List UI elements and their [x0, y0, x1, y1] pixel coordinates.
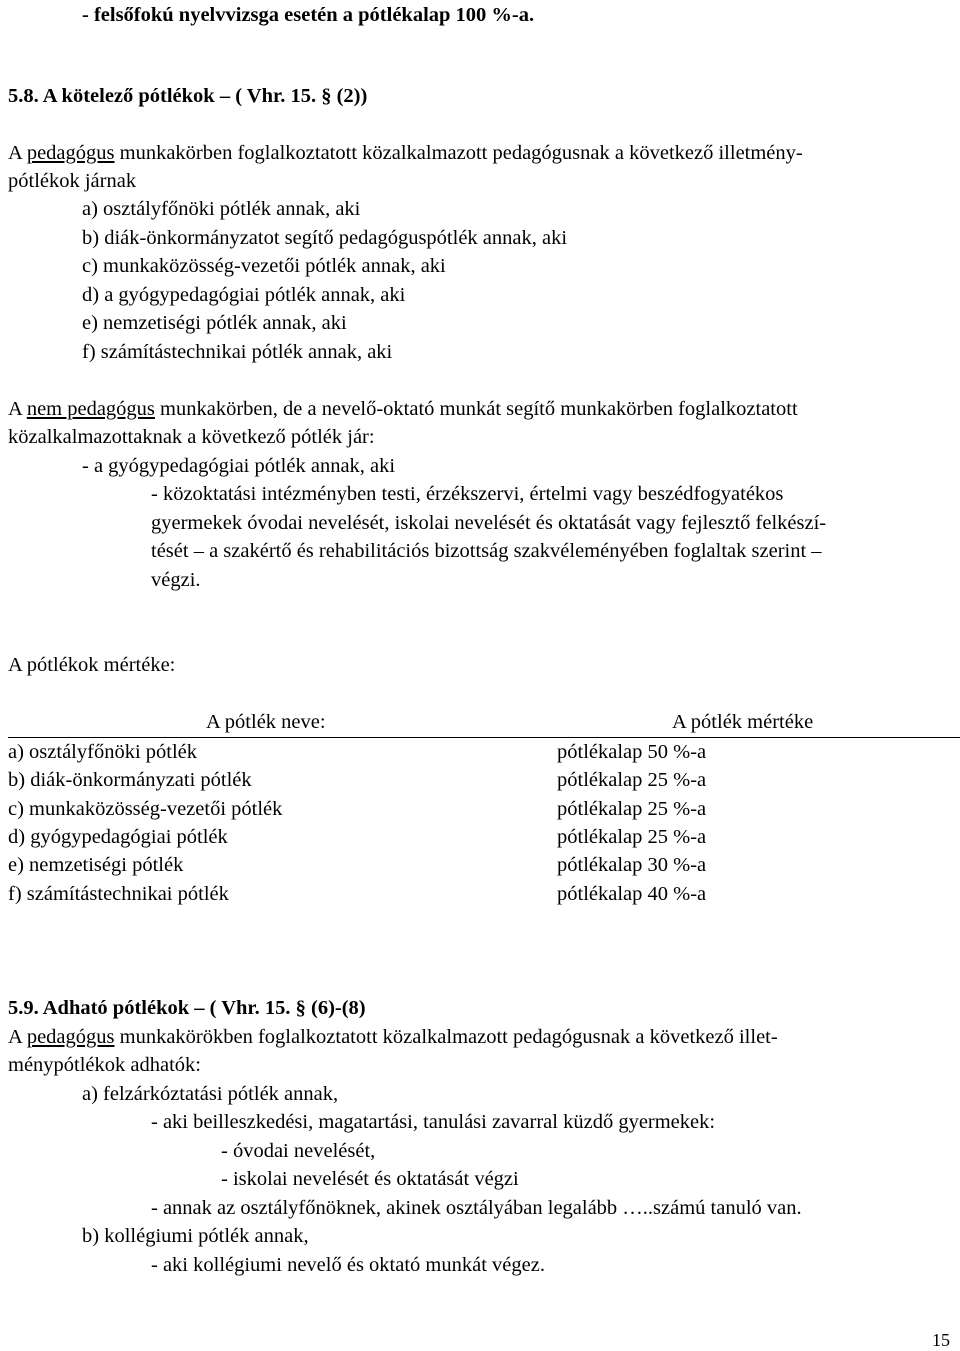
list-item-b: b) diák-önkormányzatot segítő pedagóguspótlék annak, aki	[82, 227, 568, 249]
paragraph-2-line-2: közalkalmazottaknak a következő pótlék jár:	[8, 426, 375, 448]
paragraph-2-rest: munkakörben, de a nevelő-oktató munkát segítő munkakörben foglalkoztatott	[154, 398, 798, 420]
section-5-9-heading: 5.9. Adható pótlékok – ( Vhr. 15. § (6)-(8)	[8, 997, 366, 1019]
rates-header-divider	[8, 737, 960, 738]
rates-header-rate: A pótlék mértéke	[672, 711, 814, 733]
list-item-e: e) nemzetiségi pótlék annak, aki	[82, 312, 347, 334]
intro-line: - felsőfokú nyelvvizsga esetén a pótlékalap 100 %-a.	[82, 4, 535, 26]
rates-row-rate: pótlékalap 40 %-a	[557, 883, 707, 905]
rates-row-rate: pótlékalap 50 %-a	[557, 741, 707, 763]
rates-row-rate: pótlékalap 25 %-a	[557, 826, 707, 848]
rates-header-name: A pótlék neve:	[206, 711, 326, 733]
section-5-8-heading: 5.8. A kötelező pótlékok – ( Vhr. 15. § (2))	[8, 85, 368, 107]
paragraph-1-rest: munkakörben foglalkoztatott közalkalmazott pedagógusnak a következő illetmény-	[114, 142, 803, 164]
paragraph-1-prefix: A	[8, 142, 27, 164]
paragraph-1-line-1	[8, 141, 803, 165]
nem-pedagogus-link[interactable]: nem pedagógus	[26, 398, 155, 420]
paragraph-2-prefix: A	[8, 398, 27, 420]
list-item-a: a) osztályfőnöki pótlék annak, aki	[82, 198, 361, 220]
list-item-d: d) a gyógypedagógiai pótlék annak, aki	[82, 284, 406, 306]
pedagogus-link[interactable]: pedagógus	[26, 142, 115, 164]
page-number: 15	[932, 1330, 950, 1350]
pedagogus-link[interactable]: pedagógus	[26, 1026, 115, 1048]
rates-row-name: e) nemzetiségi pótlék	[8, 854, 184, 876]
list-item-a: a) felzárkóztatási pótlék annak,	[82, 1083, 339, 1105]
rates-row-name: a) osztályfőnöki pótlék	[8, 741, 198, 763]
paragraph-2-line-1	[8, 397, 798, 421]
rates-row-rate: pótlékalap 25 %-a	[557, 798, 707, 820]
list-item-f: f) számítástechnikai pótlék annak, aki	[82, 341, 393, 363]
sub-item: - aki beilleszkedési, magatartási, tanulási zavarral küzdő gyermekek:	[151, 1111, 716, 1133]
rates-row-rate: pótlékalap 25 %-a	[557, 769, 707, 791]
sub-sub-item: - óvodai nevelését,	[221, 1140, 376, 1162]
rates-row-name: d) gyógypedagógiai pótlék	[8, 826, 228, 848]
sub-item: - aki kollégiumi nevelő és oktató munkát végez.	[151, 1254, 545, 1276]
rates-row-rate: pótlékalap 30 %-a	[557, 854, 707, 876]
sub-item: - annak az osztályfőnöknek, akinek osztályában legalább …..számú tanuló van.	[151, 1197, 802, 1219]
sub-line-1: - közoktatási intézményben testi, érzékszervi, értelmi vagy beszédfogyatékos	[151, 483, 784, 505]
paragraph-3-prefix: A	[8, 1026, 27, 1048]
rates-row-name: f) számítástechnikai pótlék	[8, 883, 229, 905]
sub-line-3: tését – a szakértő és rehabilitációs bizottság szakvéleményében foglaltak szerint –	[151, 540, 822, 562]
paragraph-3-line-1	[8, 1025, 778, 1049]
sub-sub-item: - iskolai nevelését és oktatását végzi	[221, 1168, 519, 1190]
paragraph-3-rest: munkakörökben foglalkoztatott közalkalmazott pedagógusnak a következő illet-	[114, 1026, 778, 1048]
paragraph-1-line-2: pótlékok járnak	[8, 170, 137, 192]
paragraph-2-item: - a gyógypedagógiai pótlék annak, aki	[82, 455, 396, 477]
paragraph-3-line-2: ménypótlékok adhatók:	[8, 1054, 201, 1076]
rates-row-name: c) munkaközösség-vezetői pótlék	[8, 798, 283, 820]
list-item-b: b) kollégiumi pótlék annak,	[82, 1225, 309, 1247]
rates-row-name: b) diák-önkormányzati pótlék	[8, 769, 252, 791]
sub-line-2: gyermekek óvodai nevelését, iskolai nevelését és oktatását vagy fejlesztő felkészí-	[151, 512, 827, 534]
sub-line-4: végzi.	[151, 569, 201, 591]
rates-title: A pótlékok mértéke:	[8, 654, 176, 676]
list-item-c: c) munkaközösség-vezetői pótlék annak, aki	[82, 255, 446, 277]
